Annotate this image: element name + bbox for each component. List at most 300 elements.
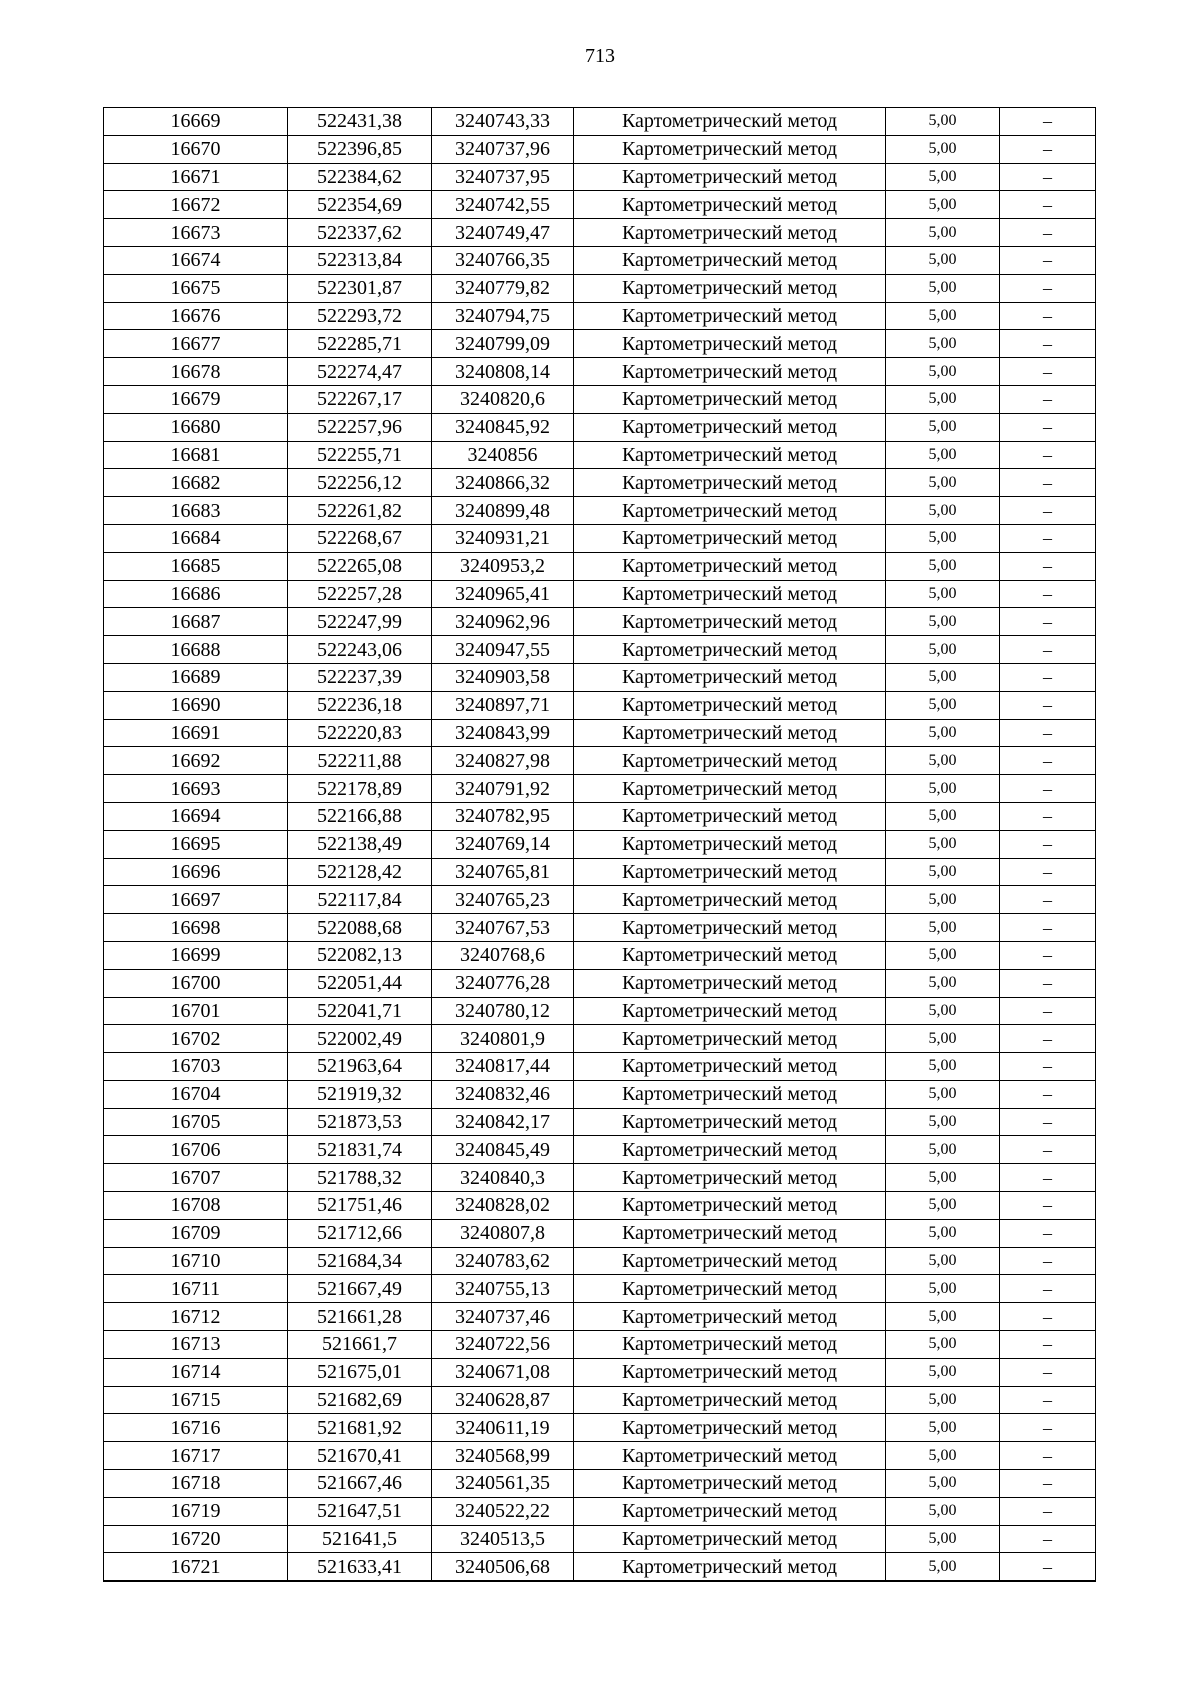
y-coordinate-cell: 3240794,75 (432, 302, 574, 330)
y-coordinate-cell: 3240808,14 (432, 358, 574, 386)
point-number-cell: 16703 (104, 1053, 288, 1081)
point-number-cell: 16714 (104, 1358, 288, 1386)
table-row (104, 274, 1096, 302)
x-coordinate-cell: 521667,46 (288, 1470, 432, 1498)
note-cell: – (1000, 1053, 1096, 1081)
y-coordinate-cell: 3240827,98 (432, 747, 574, 775)
accuracy-cell: 5,00 (886, 886, 1000, 914)
note-cell: – (1000, 385, 1096, 413)
accuracy-cell: 5,00 (886, 1164, 1000, 1192)
table-row (104, 1303, 1096, 1331)
table-row (104, 1331, 1096, 1359)
method-cell: Картометрический метод (574, 747, 886, 775)
x-coordinate-cell: 522138,49 (288, 830, 432, 858)
accuracy-cell: 5,00 (886, 1470, 1000, 1498)
point-number-cell: 16713 (104, 1331, 288, 1359)
y-coordinate-cell: 3240768,6 (432, 941, 574, 969)
point-number-cell: 16670 (104, 135, 288, 163)
x-coordinate-cell: 521661,7 (288, 1331, 432, 1359)
table-row (104, 108, 1096, 136)
point-number-cell: 16672 (104, 191, 288, 219)
table-row (104, 1414, 1096, 1442)
x-coordinate-cell: 522354,69 (288, 191, 432, 219)
note-cell: – (1000, 274, 1096, 302)
point-number-cell: 16706 (104, 1136, 288, 1164)
point-number-cell: 16691 (104, 719, 288, 747)
point-number-cell: 16673 (104, 219, 288, 247)
note-cell: – (1000, 1497, 1096, 1525)
y-coordinate-cell: 3240807,8 (432, 1219, 574, 1247)
x-coordinate-cell: 521963,64 (288, 1053, 432, 1081)
y-coordinate-cell: 3240842,17 (432, 1108, 574, 1136)
x-coordinate-cell: 522128,42 (288, 858, 432, 886)
y-coordinate-cell: 3240743,33 (432, 108, 574, 136)
method-cell: Картометрический метод (574, 163, 886, 191)
method-cell: Картометрический метод (574, 719, 886, 747)
x-coordinate-cell: 522002,49 (288, 1025, 432, 1053)
point-number-cell: 16697 (104, 886, 288, 914)
note-cell: – (1000, 1192, 1096, 1220)
y-coordinate-cell: 3240611,19 (432, 1414, 574, 1442)
table-row (104, 1219, 1096, 1247)
y-coordinate-cell: 3240845,92 (432, 413, 574, 441)
method-cell: Картометрический метод (574, 830, 886, 858)
y-coordinate-cell: 3240769,14 (432, 830, 574, 858)
point-number-cell: 16707 (104, 1164, 288, 1192)
accuracy-cell: 5,00 (886, 358, 1000, 386)
accuracy-cell: 5,00 (886, 941, 1000, 969)
method-cell: Картометрический метод (574, 1219, 886, 1247)
accuracy-cell: 5,00 (886, 1247, 1000, 1275)
method-cell: Картометрический метод (574, 1386, 886, 1414)
x-coordinate-cell: 521919,32 (288, 1080, 432, 1108)
accuracy-cell: 5,00 (886, 552, 1000, 580)
note-cell: – (1000, 802, 1096, 830)
coordinates-table (103, 107, 1096, 1582)
note-cell: – (1000, 636, 1096, 664)
table-row (104, 886, 1096, 914)
y-coordinate-cell: 3240506,68 (432, 1553, 574, 1581)
accuracy-cell: 5,00 (886, 1386, 1000, 1414)
method-cell: Картометрический метод (574, 385, 886, 413)
table-row (104, 1386, 1096, 1414)
point-number-cell: 16720 (104, 1525, 288, 1553)
x-coordinate-cell: 521684,34 (288, 1247, 432, 1275)
method-cell: Картометрический метод (574, 1303, 886, 1331)
table-row (104, 1553, 1096, 1581)
table-row (104, 775, 1096, 803)
x-coordinate-cell: 522313,84 (288, 246, 432, 274)
note-cell: – (1000, 1164, 1096, 1192)
point-number-cell: 16696 (104, 858, 288, 886)
accuracy-cell: 5,00 (886, 108, 1000, 136)
x-coordinate-cell: 521831,74 (288, 1136, 432, 1164)
note-cell: – (1000, 1136, 1096, 1164)
x-coordinate-cell: 522257,96 (288, 413, 432, 441)
y-coordinate-cell: 3240832,46 (432, 1080, 574, 1108)
y-coordinate-cell: 3240962,96 (432, 608, 574, 636)
x-coordinate-cell: 522041,71 (288, 997, 432, 1025)
table-row (104, 1192, 1096, 1220)
note-cell: – (1000, 552, 1096, 580)
y-coordinate-cell: 3240783,62 (432, 1247, 574, 1275)
method-cell: Картометрический метод (574, 636, 886, 664)
note-cell: – (1000, 858, 1096, 886)
accuracy-cell: 5,00 (886, 1108, 1000, 1136)
y-coordinate-cell: 3240766,35 (432, 246, 574, 274)
accuracy-cell: 5,00 (886, 1219, 1000, 1247)
accuracy-cell: 5,00 (886, 441, 1000, 469)
note-cell: – (1000, 1080, 1096, 1108)
accuracy-cell: 5,00 (886, 691, 1000, 719)
point-number-cell: 16712 (104, 1303, 288, 1331)
accuracy-cell: 5,00 (886, 497, 1000, 525)
method-cell: Картометрический метод (574, 302, 886, 330)
x-coordinate-cell: 521681,92 (288, 1414, 432, 1442)
y-coordinate-cell: 3240899,48 (432, 497, 574, 525)
point-number-cell: 16680 (104, 413, 288, 441)
accuracy-cell: 5,00 (886, 274, 1000, 302)
x-coordinate-cell: 521633,41 (288, 1553, 432, 1581)
x-coordinate-cell: 521670,41 (288, 1442, 432, 1470)
accuracy-cell: 5,00 (886, 1275, 1000, 1303)
x-coordinate-cell: 522117,84 (288, 886, 432, 914)
table-row (104, 663, 1096, 691)
method-cell: Картометрический метод (574, 191, 886, 219)
note-cell: – (1000, 1219, 1096, 1247)
accuracy-cell: 5,00 (886, 385, 1000, 413)
y-coordinate-cell: 3240737,96 (432, 135, 574, 163)
y-coordinate-cell: 3240843,99 (432, 719, 574, 747)
accuracy-cell: 5,00 (886, 1136, 1000, 1164)
page-number: 713 (585, 45, 615, 67)
x-coordinate-cell: 521641,5 (288, 1525, 432, 1553)
point-number-cell: 16674 (104, 246, 288, 274)
method-cell: Картометрический метод (574, 580, 886, 608)
table-row (104, 1136, 1096, 1164)
x-coordinate-cell: 522267,17 (288, 385, 432, 413)
note-cell: – (1000, 719, 1096, 747)
accuracy-cell: 5,00 (886, 719, 1000, 747)
table-row (104, 385, 1096, 413)
accuracy-cell: 5,00 (886, 1414, 1000, 1442)
table-row (104, 413, 1096, 441)
note-cell: – (1000, 108, 1096, 136)
note-cell: – (1000, 1275, 1096, 1303)
point-number-cell: 16719 (104, 1497, 288, 1525)
accuracy-cell: 5,00 (886, 747, 1000, 775)
point-number-cell: 16683 (104, 497, 288, 525)
coordinates-table-body (104, 108, 1096, 1582)
method-cell: Картометрический метод (574, 914, 886, 942)
table-row (104, 1080, 1096, 1108)
table-row (104, 914, 1096, 942)
y-coordinate-cell: 3240791,92 (432, 775, 574, 803)
y-coordinate-cell: 3240568,99 (432, 1442, 574, 1470)
y-coordinate-cell: 3240561,35 (432, 1470, 574, 1498)
note-cell: – (1000, 219, 1096, 247)
point-number-cell: 16705 (104, 1108, 288, 1136)
y-coordinate-cell: 3240765,81 (432, 858, 574, 886)
x-coordinate-cell: 522256,12 (288, 469, 432, 497)
method-cell: Картометрический метод (574, 886, 886, 914)
point-number-cell: 16721 (104, 1553, 288, 1581)
note-cell: – (1000, 941, 1096, 969)
method-cell: Картометрический метод (574, 358, 886, 386)
method-cell: Картометрический метод (574, 997, 886, 1025)
point-number-cell: 16699 (104, 941, 288, 969)
accuracy-cell: 5,00 (886, 1331, 1000, 1359)
accuracy-cell: 5,00 (886, 1053, 1000, 1081)
point-number-cell: 16690 (104, 691, 288, 719)
x-coordinate-cell: 522082,13 (288, 941, 432, 969)
note-cell: – (1000, 163, 1096, 191)
method-cell: Картометрический метод (574, 1192, 886, 1220)
note-cell: – (1000, 830, 1096, 858)
point-number-cell: 16682 (104, 469, 288, 497)
note-cell: – (1000, 1108, 1096, 1136)
point-number-cell: 16686 (104, 580, 288, 608)
accuracy-cell: 5,00 (886, 969, 1000, 997)
x-coordinate-cell: 521661,28 (288, 1303, 432, 1331)
x-coordinate-cell: 522166,88 (288, 802, 432, 830)
method-cell: Картометрический метод (574, 1136, 886, 1164)
table-row (104, 1164, 1096, 1192)
accuracy-cell: 5,00 (886, 524, 1000, 552)
point-number-cell: 16679 (104, 385, 288, 413)
accuracy-cell: 5,00 (886, 802, 1000, 830)
method-cell: Картометрический метод (574, 1247, 886, 1275)
accuracy-cell: 5,00 (886, 858, 1000, 886)
method-cell: Картометрический метод (574, 691, 886, 719)
note-cell: – (1000, 1303, 1096, 1331)
y-coordinate-cell: 3240801,9 (432, 1025, 574, 1053)
point-number-cell: 16718 (104, 1470, 288, 1498)
x-coordinate-cell: 522220,83 (288, 719, 432, 747)
table-row (104, 941, 1096, 969)
accuracy-cell: 5,00 (886, 1525, 1000, 1553)
y-coordinate-cell: 3240845,49 (432, 1136, 574, 1164)
method-cell: Картометрический метод (574, 1275, 886, 1303)
method-cell: Картометрический метод (574, 274, 886, 302)
accuracy-cell: 5,00 (886, 1553, 1000, 1581)
y-coordinate-cell: 3240767,53 (432, 914, 574, 942)
table-row (104, 441, 1096, 469)
x-coordinate-cell: 522088,68 (288, 914, 432, 942)
table-row (104, 969, 1096, 997)
x-coordinate-cell: 522237,39 (288, 663, 432, 691)
x-coordinate-cell: 522265,08 (288, 552, 432, 580)
note-cell: – (1000, 1247, 1096, 1275)
y-coordinate-cell: 3240737,46 (432, 1303, 574, 1331)
method-cell: Картометрический метод (574, 941, 886, 969)
point-number-cell: 16671 (104, 163, 288, 191)
note-cell: – (1000, 302, 1096, 330)
point-number-cell: 16710 (104, 1247, 288, 1275)
table-row (104, 997, 1096, 1025)
method-cell: Картометрический метод (574, 858, 886, 886)
note-cell: – (1000, 358, 1096, 386)
accuracy-cell: 5,00 (886, 636, 1000, 664)
method-cell: Картометрический метод (574, 1553, 886, 1581)
y-coordinate-cell: 3240903,58 (432, 663, 574, 691)
note-cell: – (1000, 1525, 1096, 1553)
y-coordinate-cell: 3240866,32 (432, 469, 574, 497)
table-row (104, 358, 1096, 386)
y-coordinate-cell: 3240779,82 (432, 274, 574, 302)
accuracy-cell: 5,00 (886, 135, 1000, 163)
x-coordinate-cell: 522293,72 (288, 302, 432, 330)
y-coordinate-cell: 3240840,3 (432, 1164, 574, 1192)
method-cell: Картометрический метод (574, 1331, 886, 1359)
note-cell: – (1000, 524, 1096, 552)
y-coordinate-cell: 3240722,56 (432, 1331, 574, 1359)
point-number-cell: 16676 (104, 302, 288, 330)
method-cell: Картометрический метод (574, 1497, 886, 1525)
y-coordinate-cell: 3240947,55 (432, 636, 574, 664)
x-coordinate-cell: 522178,89 (288, 775, 432, 803)
point-number-cell: 16704 (104, 1080, 288, 1108)
y-coordinate-cell: 3240671,08 (432, 1358, 574, 1386)
point-number-cell: 16689 (104, 663, 288, 691)
x-coordinate-cell: 521675,01 (288, 1358, 432, 1386)
table-row (104, 747, 1096, 775)
x-coordinate-cell: 521682,69 (288, 1386, 432, 1414)
accuracy-cell: 5,00 (886, 830, 1000, 858)
method-cell: Картометрический метод (574, 1358, 886, 1386)
y-coordinate-cell: 3240628,87 (432, 1386, 574, 1414)
x-coordinate-cell: 522431,38 (288, 108, 432, 136)
x-coordinate-cell: 522243,06 (288, 636, 432, 664)
note-cell: – (1000, 246, 1096, 274)
y-coordinate-cell: 3240953,2 (432, 552, 574, 580)
note-cell: – (1000, 969, 1096, 997)
method-cell: Картометрический метод (574, 608, 886, 636)
method-cell: Картометрический метод (574, 524, 886, 552)
y-coordinate-cell: 3240765,23 (432, 886, 574, 914)
method-cell: Картометрический метод (574, 219, 886, 247)
x-coordinate-cell: 522211,88 (288, 747, 432, 775)
note-cell: – (1000, 1553, 1096, 1581)
table-row (104, 1470, 1096, 1498)
table-row (104, 1442, 1096, 1470)
point-number-cell: 16681 (104, 441, 288, 469)
accuracy-cell: 5,00 (886, 1080, 1000, 1108)
y-coordinate-cell: 3240856 (432, 441, 574, 469)
method-cell: Картометрический метод (574, 441, 886, 469)
x-coordinate-cell: 522301,87 (288, 274, 432, 302)
note-cell: – (1000, 663, 1096, 691)
point-number-cell: 16698 (104, 914, 288, 942)
point-number-cell: 16702 (104, 1025, 288, 1053)
table-row (104, 246, 1096, 274)
method-cell: Картометрический метод (574, 1108, 886, 1136)
note-cell: – (1000, 886, 1096, 914)
x-coordinate-cell: 522268,67 (288, 524, 432, 552)
table-row (104, 497, 1096, 525)
accuracy-cell: 5,00 (886, 775, 1000, 803)
point-number-cell: 16684 (104, 524, 288, 552)
x-coordinate-cell: 522255,71 (288, 441, 432, 469)
table-row (104, 302, 1096, 330)
point-number-cell: 16692 (104, 747, 288, 775)
point-number-cell: 16669 (104, 108, 288, 136)
point-number-cell: 16685 (104, 552, 288, 580)
table-row (104, 524, 1096, 552)
accuracy-cell: 5,00 (886, 246, 1000, 274)
point-number-cell: 16678 (104, 358, 288, 386)
point-number-cell: 16700 (104, 969, 288, 997)
method-cell: Картометрический метод (574, 1525, 886, 1553)
y-coordinate-cell: 3240742,55 (432, 191, 574, 219)
x-coordinate-cell: 521751,46 (288, 1192, 432, 1220)
note-cell: – (1000, 914, 1096, 942)
point-number-cell: 16716 (104, 1414, 288, 1442)
table-row (104, 580, 1096, 608)
point-number-cell: 16675 (104, 274, 288, 302)
table-row (104, 1497, 1096, 1525)
accuracy-cell: 5,00 (886, 302, 1000, 330)
table-row (104, 1275, 1096, 1303)
note-cell: – (1000, 1025, 1096, 1053)
point-number-cell: 16688 (104, 636, 288, 664)
method-cell: Картометрический метод (574, 1442, 886, 1470)
table-row (104, 1108, 1096, 1136)
point-number-cell: 16677 (104, 330, 288, 358)
table-row (104, 719, 1096, 747)
table-row (104, 1525, 1096, 1553)
accuracy-cell: 5,00 (886, 219, 1000, 247)
y-coordinate-cell: 3240897,71 (432, 691, 574, 719)
point-number-cell: 16709 (104, 1219, 288, 1247)
point-number-cell: 16693 (104, 775, 288, 803)
x-coordinate-cell: 522285,71 (288, 330, 432, 358)
table-row (104, 858, 1096, 886)
y-coordinate-cell: 3240755,13 (432, 1275, 574, 1303)
point-number-cell: 16695 (104, 830, 288, 858)
y-coordinate-cell: 3240965,41 (432, 580, 574, 608)
table-row (104, 163, 1096, 191)
note-cell: – (1000, 1386, 1096, 1414)
method-cell: Картометрический метод (574, 469, 886, 497)
accuracy-cell: 5,00 (886, 330, 1000, 358)
accuracy-cell: 5,00 (886, 663, 1000, 691)
point-number-cell: 16694 (104, 802, 288, 830)
note-cell: – (1000, 191, 1096, 219)
table-row (104, 830, 1096, 858)
method-cell: Картометрический метод (574, 1080, 886, 1108)
note-cell: – (1000, 413, 1096, 441)
point-number-cell: 16711 (104, 1275, 288, 1303)
accuracy-cell: 5,00 (886, 469, 1000, 497)
note-cell: – (1000, 135, 1096, 163)
accuracy-cell: 5,00 (886, 1497, 1000, 1525)
x-coordinate-cell: 522051,44 (288, 969, 432, 997)
table-row (104, 691, 1096, 719)
y-coordinate-cell: 3240522,22 (432, 1497, 574, 1525)
point-number-cell: 16717 (104, 1442, 288, 1470)
x-coordinate-cell: 522384,62 (288, 163, 432, 191)
y-coordinate-cell: 3240780,12 (432, 997, 574, 1025)
accuracy-cell: 5,00 (886, 608, 1000, 636)
table-row (104, 1247, 1096, 1275)
table-row (104, 1053, 1096, 1081)
method-cell: Картометрический метод (574, 108, 886, 136)
table-row (104, 636, 1096, 664)
accuracy-cell: 5,00 (886, 580, 1000, 608)
y-coordinate-cell: 3240749,47 (432, 219, 574, 247)
x-coordinate-cell: 521647,51 (288, 1497, 432, 1525)
